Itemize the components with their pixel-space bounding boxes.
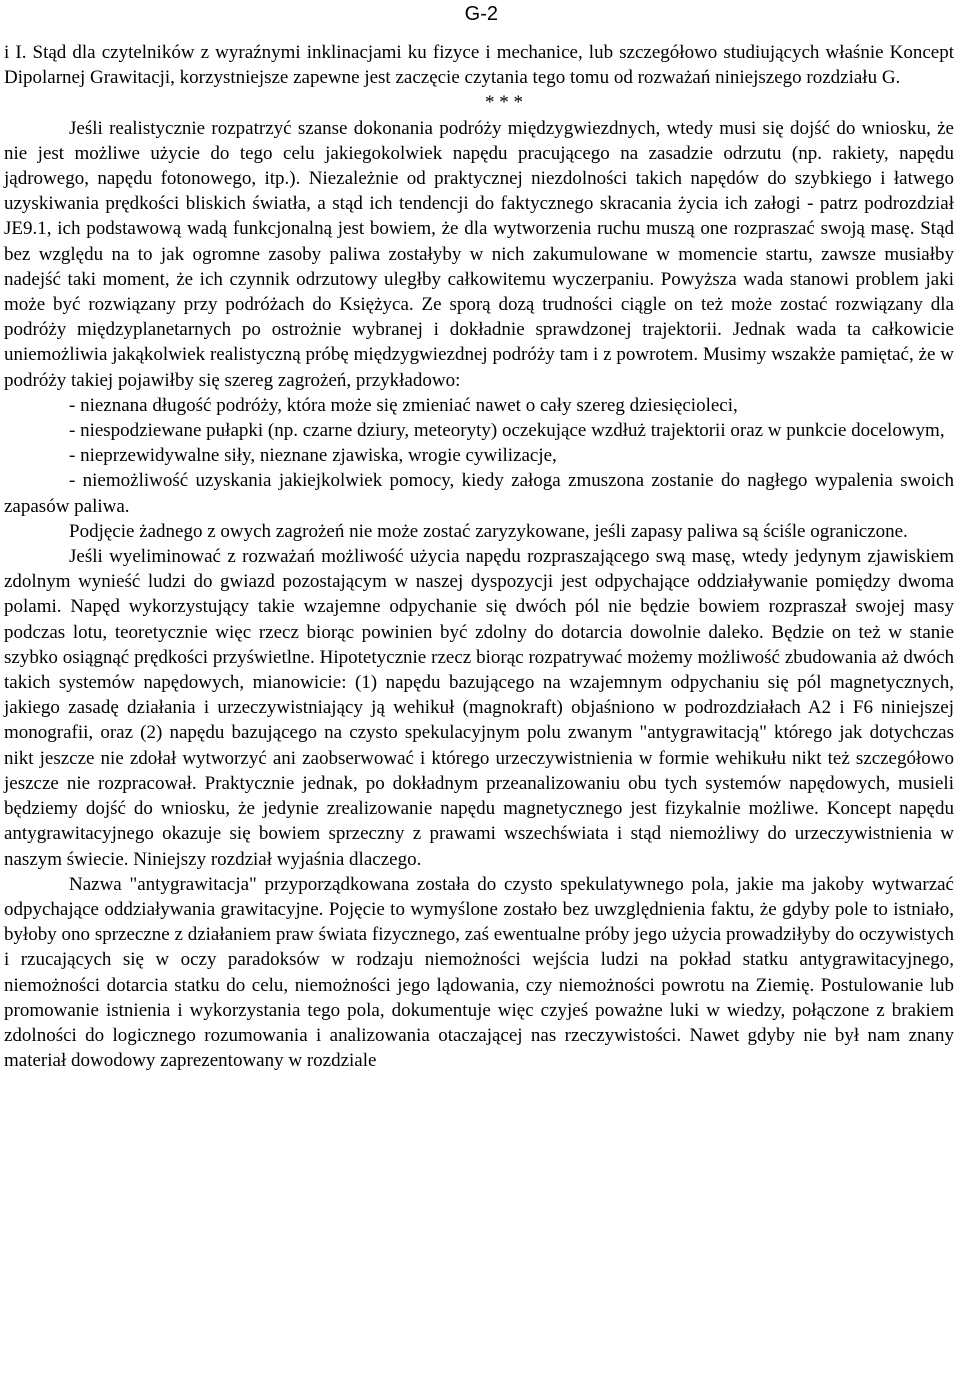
page-number: G-2: [464, 3, 498, 25]
paragraph-risks: Podjęcie żadnego z owych zagrożeń nie może zostać zaryzykowane, jeśli zapasy paliwa są ściśle ograniczone.: [69, 520, 908, 542]
list-item-unexpected-traps: - niespodziewane pułapki (np. czarne dziury, meteoryty) oczekujące wzdłuż trajektorii oraz w punkcie docelowym,: [69, 420, 945, 442]
paragraph-intro-continuation: i I. Stąd dla czytelników z wyraźnymi inklinacjami ku fizyce i mechanice, lub szczegółowo studiujących właśnie Koncept Dipolarnej Grawitacji, korzystniejsze zapewne jest zaczęcie czytania tego tomu od rozważań niniejszego rozdziału G.: [4, 42, 954, 89]
document-body: [4, 40, 954, 1073]
list-item-unknown-duration: - nieznana długość podróży, która może się zmieniać nawet o cały szereg dziesięcioleci,: [69, 394, 738, 416]
list-item-unpredictable-forces: - nieprzewidywalne siły, nieznane zjawiska, wrogie cywilizacje,: [69, 445, 557, 467]
paragraph-interstellar-travel: Jeśli realistycznie rozpatrzyć szanse dokonania podróży międzygwiezdnych, wtedy musi się dojść do wniosku, że nie jest możliwe użycie do tego celu jakiegokolwiek napędu pracującego na zasadzie odrzutu (np. rakiety, napędu jądrowego, napędu fotonowego, itp.). Niezależnie od praktycznej niezdolności takich napędów do szybkiego i łatwego uzyskiwania prędkości bliskich światła, a stąd ich tendencji do faktycznego skracania życia ich załogi - patrz podrozdział JE9.1, ich podstawową wadą funkcjonalną jest bowiem, że dla wytworzenia ruchu muszą one rozpraszać swoją masę. Stąd bez względu na to jak ogromne zasoby paliwa zostałyby w nich zakumulowane w momencie startu, zawsze musiałby nadejść taki moment, że ich czynnik odrzutowy uległby całkowitemu wyczerpaniu. Powyższa wada stanowi problem jaki może być rozwiązany przy podróżach do Księżyca. Ze sporą dozą trudności ciągle on też może zostać rozwiązany dla podróży międzyplanetarnych po ostrożnie wybranej i dokładnie sprawdzonej trajektorii. Jednak wada ta całkowicie uniemożliwia jakąkolwiek realistyczną próbę międzygwiezdnej podróży tam i z powrotem. Musimy wszakże pamiętać, że w podróży takiej pojawiłby się szereg zagrożeń, przykładowo:: [4, 117, 954, 391]
list-item-no-help: - niemożliwość uzyskania jakiejkolwiek pomocy, kiedy załoga zmuszona zostanie do nagłego wypalenia swoich zapasów paliwa.: [4, 470, 954, 517]
paragraph-field-repulsion: Jeśli wyeliminować z rozważań możliwość użycia napędu rozpraszającego swą masę, wtedy jedynym zjawiskiem zdolnym wynieść ludzi do gwiazd pozostającym w naszej dyspozycji jest odpychające oddziaływanie pomiędzy dwoma polami. Napęd wykorzystujący takie wzajemne odpychanie się dwóch pól nie będzie bowiem rozpraszał swojej masy podczas lotu, teoretycznie więc rzecz biorąc powinien być zdolny do dotarcia dowolnie daleko. Będzie on też w stanie szybko osiągnąć prędkości przyświetlne. Hipotetycznie rzecz biorąc rozpatrywać możemy możliwość zbudowania aż dwóch takich systemów napędowych, mianowicie: (1) napędu bazującego na wzajemnym odpychaniu się pól magnetycznych, jakiego zasadę działania i urzeczywistniający ją wehikuł (magnokraft) objaśniono w podrozdziałach A2 i F6 niniejszej monografii, oraz (2) napędu bazującego na czysto spekulacyjnym polu zwanym "antygrawitacją" którego jak dotychczas nikt jeszcze nie zdołał wytworzyć ani zaobserwować i którego urzeczywistnienia w formie wehikułu nikt też szczegółowo jeszcze nie rozpracował. Praktycznie jednak, po dokładnym przeanalizowaniu obu tych systemów napędowych, musieli będziemy dojść do wniosku, że jedynie zrealizowanie napędu magnetycznego jest fizykalnie możliwe. Koncept napędu antygrawitacyjnego okazuje się bowiem sprzeczny z prawami wszechświata i stąd niemożliwy do urzeczywistnienia w naszym świecie. Niniejszy rozdział wyjaśnia dlaczego.: [4, 546, 954, 870]
paragraph-antigravity-name: Nazwa "antygrawitacja" przyporządkowana została do czysto spekulatywnego pola, jakie ma jakoby wytwarzać odpychające oddziaływania grawitacyjne. Pojęcie to wymyślone zostało bez uwzględnienia faktu, że gdyby pole to istniało, byłoby ono sprzeczne z działaniem praw świata fizycznego, zaś ewentualne próby jego użycia prowadziłyby do oczywistych i rzucających się w oczy paradoksów w rodzaju niemożności wejścia ludzi na pokład statku antygrawitacyjnego, niemożności dotarcia statku do celu, niemożności jego lądowania, czy niemożności powrotu na Ziemię. Postulowanie lub promowanie istnienia i wykorzystania tego pola, dokumentuje więc czyjeś poważne luki w wiedzy, połączone z brakiem zdolności do logicznego rozumowania i analizowania otaczającej nas rzeczywistości. Nawet gdyby nie był nam znany materiał dowodowy zaprezentowany w rozdziale: [4, 873, 954, 1072]
section-separator: * * *: [485, 92, 523, 114]
